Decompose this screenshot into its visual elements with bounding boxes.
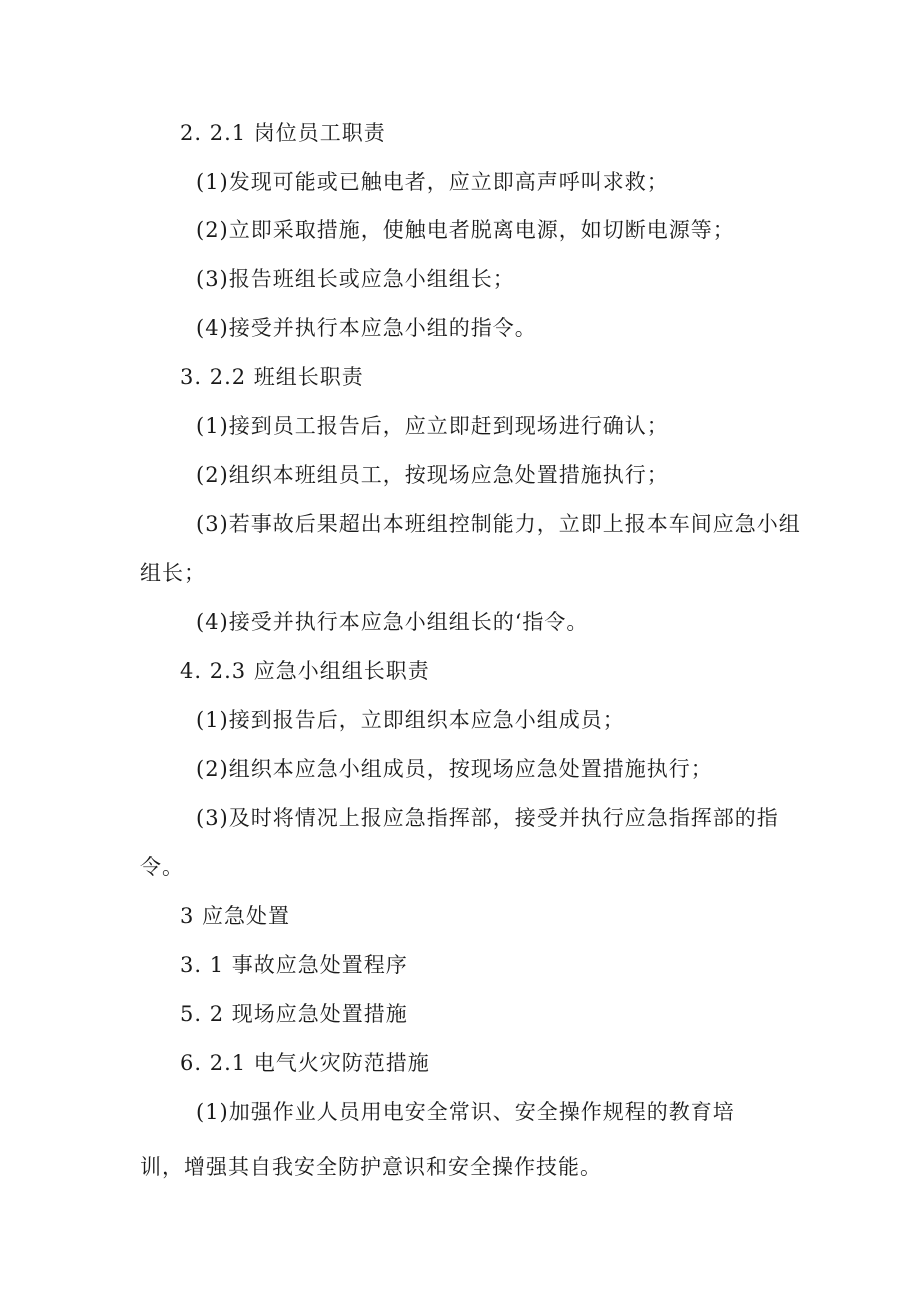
paragraph-line: 训，增强其自我安全防护意识和安全操作技能。 [140,1155,602,1179]
paragraph-line: (1)接到员工报告后，应立即赶到现场进行确认； [196,414,669,438]
section-heading: 3 应急处置 [180,904,291,928]
paragraph-line: (1)接到报告后，立即组织本应急小组成员； [196,708,625,732]
section-heading: 3. 2.2 班组长职责 [180,365,364,389]
section-heading: 4. 2.3 应急小组组长职责 [180,659,430,683]
paragraph-line: (3)若事故后果超出本班组控制能力，立即上报本车间应急小组 [196,512,801,536]
paragraph-line: (1)加强作业人员用电安全常识、安全操作规程的教育培 [196,1100,735,1124]
paragraph-line: (2)组织本班组员工，按现场应急处置措施执行； [196,463,669,487]
paragraph-line: (4)接受并执行本应急小组的指令。 [196,316,537,340]
paragraph-line: (1)发现可能或已触电者，应立即高声呼叫求救； [196,170,669,194]
paragraph-line: (4)接受并执行本应急小组组长的‘指令。 [196,610,589,634]
paragraph-line: (2)组织本应急小组成员，按现场应急处置措施执行； [196,757,713,781]
section-heading: 3. 1 事故应急处置程序 [180,953,408,977]
paragraph-line: 令。 [140,855,184,879]
section-heading: 5. 2 现场应急处置措施 [180,1002,408,1026]
section-heading: 2. 2.1 岗位员工职责 [180,121,386,145]
paragraph-line: (2)立即采取措施，使触电者脱离电源，如切断电源等； [196,218,735,242]
paragraph-line: 组长； [140,561,206,585]
paragraph-line: (3)及时将情况上报应急指挥部，接受并执行应急指挥部的指 [196,806,779,830]
section-heading: 6. 2.1 电气火灾防范措施 [180,1051,430,1075]
paragraph-line: (3)报告班组长或应急小组组长； [196,267,515,291]
